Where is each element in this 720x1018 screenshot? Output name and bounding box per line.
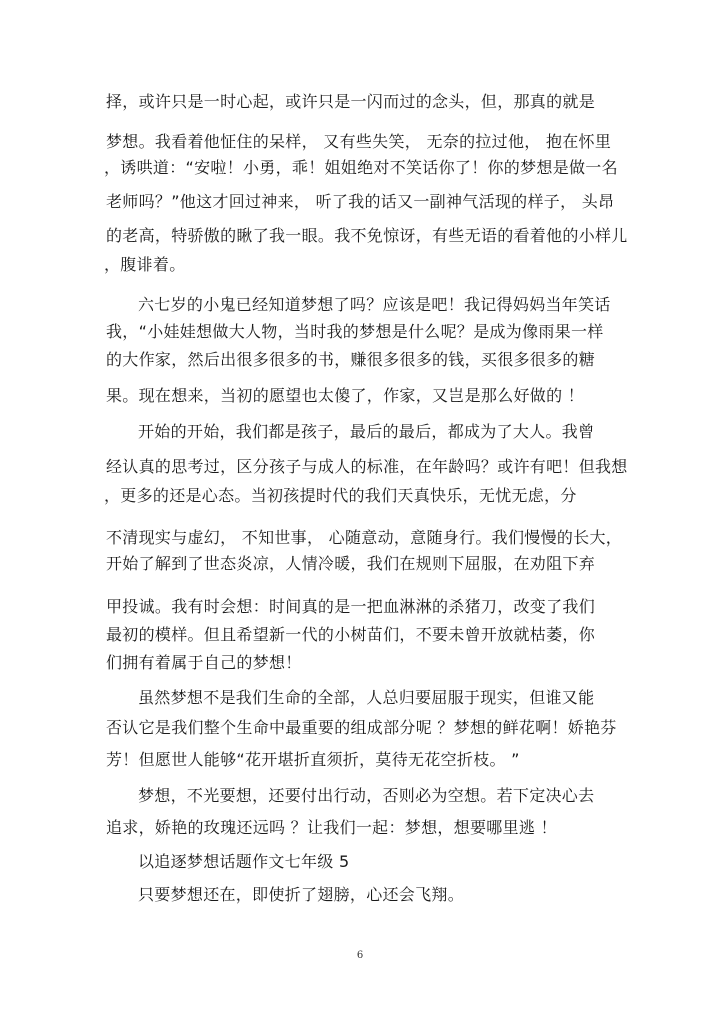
text-line-9: 的大作家，然后出很多很多的书，赚很多很多的钱，买很多很多的糖 bbox=[106, 350, 596, 369]
section-heading: 以追逐梦想话题作文七年级 5 bbox=[138, 852, 350, 871]
text-line-14: 不清现实与虚幻， 不知世事， 心随意动，意随身行。我们慢慢的长大， bbox=[106, 528, 623, 547]
text-line-11: 开始的开始，我们都是孩子，最后的最后，都成为了大人。我曾 bbox=[138, 422, 595, 441]
text-line-21: 芳！但愿世人能够“花开堪折直须折，莫待无花空折枝。 ” bbox=[106, 750, 520, 769]
text-line-17: 最初的模样。但且希望新一代的小树苗们，不要未曾开放就枯萎，你 bbox=[106, 625, 596, 644]
text-line-2: 梦想。我看着他怔住的呆样， 又有些失笑， 无奈的拉过他， 抱在怀里 bbox=[106, 132, 612, 151]
text-line-25: 只要梦想还在，即使折了翅膀，心还会飞翔。 bbox=[138, 885, 465, 904]
text-line-10: 果。现在想来，当初的愿望也太傻了，作家，又岂是那么好做的 ！ bbox=[106, 386, 585, 405]
text-line-23: 追求，娇艳的玫瑰还远吗 ？让我们一起：梦想，想要哪里逃 ！ bbox=[106, 818, 557, 837]
text-line-19: 虽然梦想不是我们生命的全部，人总归要屈服于现实，但谁又能 bbox=[138, 688, 595, 707]
text-line-5: 的老高，特骄傲的瞅了我一眼。我不免惊讶，有些无语的看着他的小样儿 bbox=[106, 226, 628, 245]
text-line-12: 经认真的思考过，区分孩子与成人的标准，在年龄吗？或许有吧！但我想 bbox=[106, 457, 628, 476]
text-line-22: 梦想，不光要想，还要付出行动，否则必为空想。若下定决心去 bbox=[138, 786, 595, 805]
text-line-3: ，诱哄道：“安啦！小勇，乖！姐姐绝对不笑话你了！你的梦想是做一名 bbox=[104, 158, 618, 177]
text-line-7: 六七岁的小鬼已经知道梦想了吗？应该是吧！我记得妈妈当年笑话 bbox=[138, 295, 611, 314]
text-line-18: 们拥有着属于自己的梦想！ bbox=[106, 653, 302, 672]
text-line-20: 否认它是我们整个生命中最重要的组成部分呢 ？梦想的鲜花啊！娇艳芬 bbox=[106, 718, 617, 737]
page-number: 6 bbox=[356, 950, 364, 961]
text-line-4: 老师吗？”他这才回过神来， 听了我的话又一副神气活现的样子， 头昂 bbox=[106, 192, 615, 211]
text-line-15: 开始了解到了世态炎凉，人情冷暖，我们在规则下屈服，在劝阻下弃 bbox=[106, 554, 596, 573]
text-line-13: ，更多的还是心态。当初孩提时代的我们天真快乐，无忧无虑，分 bbox=[104, 486, 577, 505]
text-line-16: 甲投诚。我有时会想：时间真的是一把血淋淋的杀猪刀，改变了我们 bbox=[106, 597, 596, 616]
text-line-1: 择，或许只是一时心起，或许只是一闪而过的念头，但，那真的就是 bbox=[106, 92, 596, 111]
text-line-6: ，腹诽着。 bbox=[104, 255, 186, 274]
text-line-8: 我，“小娃娃想做大人物，当时我的梦想是什么呢？是成为像雨果一样 bbox=[106, 322, 604, 341]
